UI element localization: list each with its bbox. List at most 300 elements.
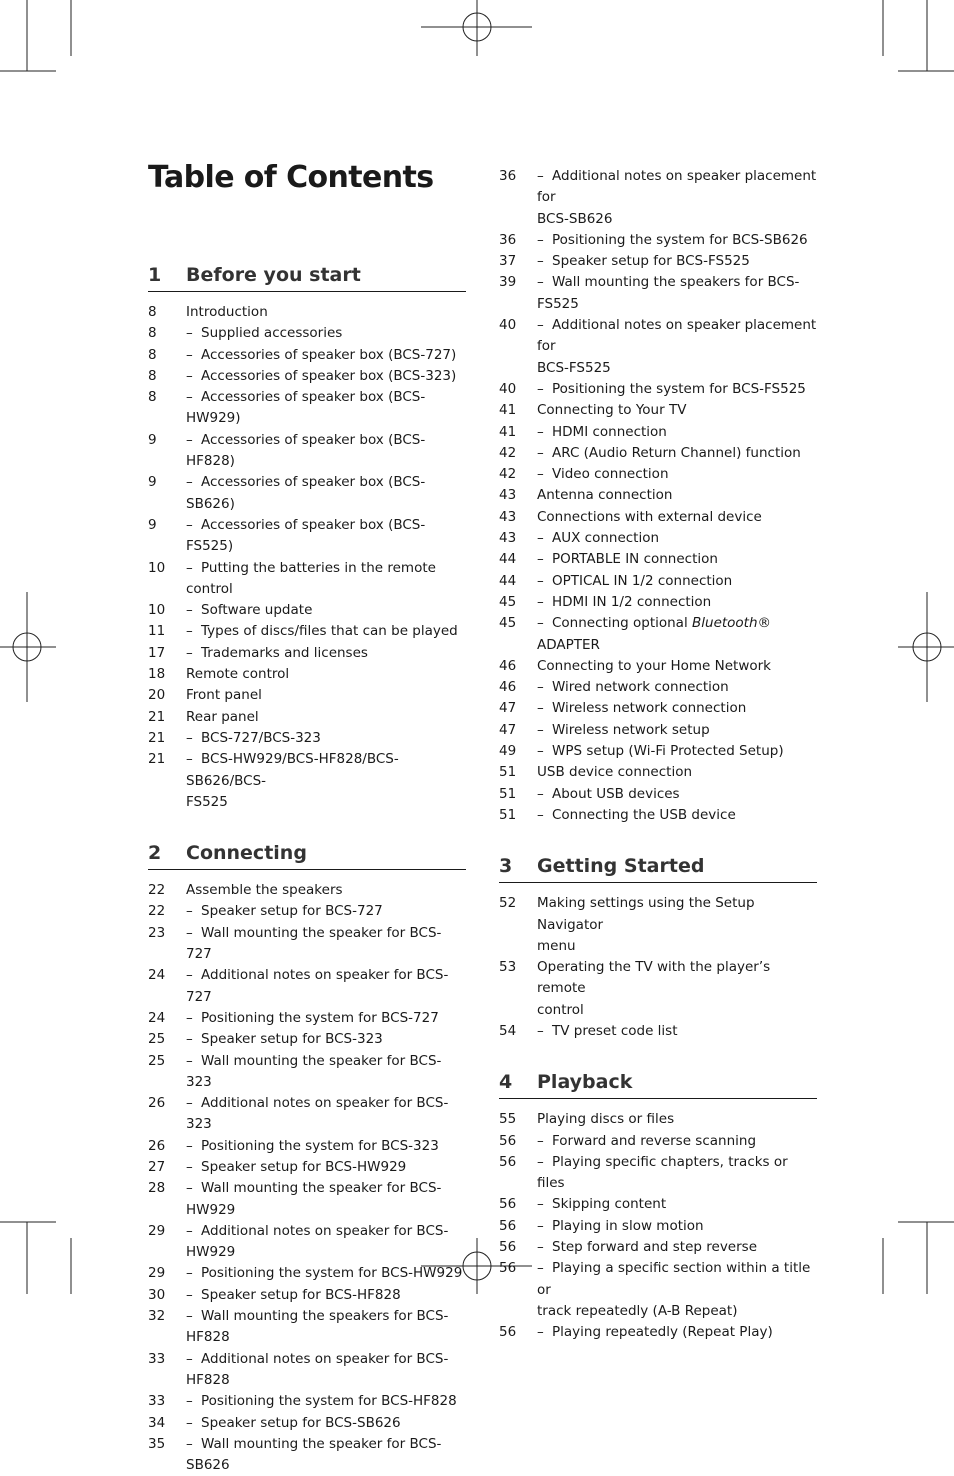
entry-text: – About USB devices <box>537 784 817 805</box>
page-number: 10 <box>148 559 166 576</box>
page-number: 9 <box>148 516 157 533</box>
entry-text: – Playing in slow motion <box>537 1216 817 1237</box>
toc-entry[interactable] <box>148 880 466 901</box>
toc-entry[interactable] <box>499 379 817 400</box>
page-number: 43 <box>499 508 517 525</box>
toc-entry[interactable] <box>148 1263 466 1284</box>
toc-entry[interactable] <box>499 507 817 528</box>
toc-entry[interactable] <box>499 784 817 805</box>
dash-marker: – <box>537 743 544 760</box>
entry-text: – Connecting optional Bluetooth® ADAPTER <box>537 615 772 653</box>
toc-entry[interactable] <box>499 358 817 379</box>
entry-text: – Additional notes on speaker for BCS-HF828 <box>186 1350 449 1388</box>
page-number: 8 <box>148 325 157 342</box>
page-number: 24 <box>148 1009 166 1026</box>
toc-entry[interactable] <box>499 1021 817 1042</box>
dash-marker: – <box>186 1393 193 1410</box>
entry-text: – Additional notes on speaker for BCS-323 <box>186 1095 449 1133</box>
toc-entry[interactable] <box>148 366 466 387</box>
entry-text: Connections with external device <box>537 508 762 525</box>
toc-entry[interactable] <box>499 957 817 1000</box>
dash-marker: – <box>186 729 193 746</box>
section-heading <box>148 264 466 292</box>
toc-entry[interactable] <box>499 272 817 315</box>
section-spacer <box>148 813 466 842</box>
entry-text: – Positioning the system for BCS-323 <box>186 1136 466 1157</box>
dash-marker: – <box>186 924 193 941</box>
section-number: 1 <box>148 264 162 286</box>
toc-entry[interactable] <box>499 1000 817 1021</box>
entry-text: – Putting the batteries in the remote control <box>186 559 436 597</box>
entry-text: – Speaker setup for BCS-HF828 <box>186 1285 466 1306</box>
page-number: 8 <box>148 346 157 363</box>
toc-entry[interactable] <box>148 1051 466 1094</box>
page-number: 21 <box>148 729 166 746</box>
entry-text: – Speaker setup for BCS-FS525 <box>537 251 817 272</box>
page-number: 45 <box>499 615 517 632</box>
toc-entry[interactable] <box>499 656 817 677</box>
page-number: 8 <box>148 304 157 320</box>
dash-marker: – <box>537 274 544 291</box>
entry-text: Front panel <box>186 687 262 704</box>
entry-text: Remote control <box>186 666 290 683</box>
section-spacer <box>499 826 817 855</box>
dash-marker: – <box>186 1435 193 1452</box>
page-number: 51 <box>499 764 517 781</box>
page-number: 27 <box>148 1158 166 1175</box>
toc-entry[interactable] <box>148 558 466 601</box>
page-number: 28 <box>148 1180 166 1197</box>
page-number: 43 <box>499 487 517 504</box>
toc-entry[interactable] <box>499 893 817 936</box>
dash-marker: – <box>186 967 193 984</box>
page-number: 29 <box>148 1222 166 1239</box>
page-number <box>148 792 186 813</box>
toc-entry[interactable] <box>499 1237 817 1258</box>
dash-marker: – <box>186 346 193 363</box>
entry-text: – Speaker setup for BCS-SB626 <box>186 1413 466 1434</box>
page-title: Table of Contents <box>148 160 434 195</box>
page-number: 22 <box>148 882 166 899</box>
dash-marker: – <box>537 1324 544 1341</box>
page-number: 26 <box>148 1095 166 1112</box>
page-number: 34 <box>148 1414 166 1431</box>
toc-entry[interactable] <box>148 1029 466 1050</box>
toc-entry[interactable] <box>148 707 466 728</box>
dash-marker: – <box>537 721 544 738</box>
page-number: 25 <box>148 1031 166 1048</box>
toc-entry[interactable] <box>499 592 817 613</box>
page-number <box>499 1301 537 1322</box>
toc-entry[interactable] <box>148 472 466 515</box>
page-number: 26 <box>148 1137 166 1154</box>
toc-entry[interactable] <box>499 698 817 719</box>
page-number: 21 <box>148 751 166 768</box>
page-number: 44 <box>499 551 517 568</box>
page-number: 33 <box>148 1350 166 1367</box>
page-number: 51 <box>499 806 517 823</box>
entry-text: – Wireless network connection <box>537 698 817 719</box>
toc-entry[interactable] <box>148 1306 466 1349</box>
dash-marker: – <box>537 785 544 802</box>
dash-marker: – <box>537 572 544 589</box>
page-number: 39 <box>499 274 517 291</box>
dash-marker: – <box>186 602 193 619</box>
toc-entry[interactable] <box>499 677 817 698</box>
dash-marker: – <box>537 1153 544 1170</box>
section-number: 3 <box>499 855 513 878</box>
dash-marker: – <box>537 679 544 696</box>
toc-left-column <box>148 264 466 1476</box>
toc-entry[interactable] <box>499 741 817 762</box>
entry-text: – HDMI connection <box>537 422 817 443</box>
toc-entry[interactable] <box>499 1152 817 1195</box>
entry-text: – Types of discs/files that can be played <box>186 621 466 642</box>
entry-text: – Playing repeatedly (Repeat Play) <box>537 1322 817 1343</box>
toc-entry[interactable] <box>499 166 817 209</box>
page-number: 40 <box>499 380 517 397</box>
entry-text: – Positioning the system for BCS-HW929 <box>186 1263 466 1284</box>
page-number: 56 <box>499 1217 517 1234</box>
toc-entry[interactable] <box>148 1178 466 1221</box>
entry-text: – Accessories of speaker box (BCS-HW929) <box>186 389 426 427</box>
dash-marker: – <box>537 1260 544 1277</box>
toc-entry[interactable] <box>499 1322 817 1343</box>
page-number <box>499 358 537 379</box>
toc-entry[interactable] <box>499 1301 817 1322</box>
toc-entry[interactable] <box>499 528 817 549</box>
dash-marker: – <box>186 623 193 640</box>
page-number: 22 <box>148 903 166 920</box>
entry-text: – OPTICAL IN 1/2 connection <box>537 571 817 592</box>
toc-entry[interactable] <box>148 923 466 966</box>
toc-entry[interactable] <box>148 685 466 706</box>
dash-marker: – <box>186 1158 193 1175</box>
page-number: 47 <box>499 721 517 738</box>
entry-text: – Positioning the system for BCS-FS525 <box>537 379 817 400</box>
entry-text: – AUX connection <box>537 528 817 549</box>
page-number: 25 <box>148 1052 166 1069</box>
dash-marker: – <box>186 431 193 448</box>
entry-text: – Additional notes on speaker placement for <box>537 168 817 206</box>
entry-text: – Speaker setup for BCS-HW929 <box>186 1157 466 1178</box>
dash-marker: – <box>186 1031 193 1048</box>
section-heading <box>499 1071 817 1099</box>
entry-text: – Wall mounting the speaker for BCS-SB626 <box>186 1435 442 1474</box>
dash-marker: – <box>186 1137 193 1154</box>
entry-text: – Additional notes on speaker for BCS-HW929 <box>186 1222 449 1261</box>
dash-marker: – <box>537 1132 544 1149</box>
dash-marker: – <box>186 1350 193 1367</box>
toc-right-column <box>499 166 817 1344</box>
page-number: 56 <box>499 1153 517 1170</box>
entry-text: – HDMI IN 1/2 connection <box>537 592 817 613</box>
entry-text: Rear panel <box>186 708 259 725</box>
toc-entry[interactable] <box>499 315 817 358</box>
entry-text: – ARC (Audio Return Channel) function <box>537 443 817 464</box>
entry-text: – Wall mounting the speakers for BCS-HF828 <box>186 1308 449 1346</box>
page-number: 17 <box>148 644 166 661</box>
entry-text: – Positioning the system for BCS-HF828 <box>186 1391 466 1412</box>
dash-marker: – <box>537 231 544 248</box>
toc-entry[interactable] <box>499 1131 817 1152</box>
dash-marker: – <box>537 444 544 461</box>
page-number: 56 <box>499 1132 517 1149</box>
dash-marker: – <box>186 325 193 342</box>
toc-entry[interactable] <box>148 749 466 792</box>
entry-text: Connecting to Your TV <box>537 402 687 419</box>
entry-text: – Wall mounting the speaker for BCS-727 <box>186 924 442 963</box>
page-number: 20 <box>148 687 166 704</box>
page-number: 37 <box>499 253 517 270</box>
toc-entry[interactable] <box>499 1216 817 1237</box>
page-number: 9 <box>148 431 157 448</box>
section-title: Getting Started <box>537 855 705 878</box>
toc-entry[interactable] <box>499 762 817 783</box>
dash-marker: – <box>537 551 544 568</box>
toc-entry[interactable] <box>148 901 466 922</box>
toc-entry[interactable] <box>148 1136 466 1157</box>
toc-entry[interactable] <box>148 1221 466 1264</box>
dash-marker: – <box>186 751 193 768</box>
toc-entry[interactable] <box>148 1093 466 1136</box>
page-number: 36 <box>499 168 517 184</box>
page-number: 56 <box>499 1260 517 1277</box>
entry-text: Making settings using the Setup Navigator <box>537 895 755 933</box>
entry-text: Connecting to your Home Network <box>537 657 772 674</box>
toc-entry[interactable] <box>148 728 466 749</box>
dash-marker: – <box>537 466 544 483</box>
toc-entry[interactable] <box>148 430 466 473</box>
entry-text: – Software update <box>186 600 466 621</box>
page-number: 36 <box>499 231 517 248</box>
dash-marker: – <box>186 644 193 661</box>
page-number: 8 <box>148 389 157 406</box>
italic-term: Bluetooth <box>692 615 758 632</box>
dash-marker: – <box>186 1180 193 1197</box>
page-number: 11 <box>148 623 166 640</box>
entry-text: BCS-FS525 <box>537 359 611 376</box>
entry-text: – Wall mounting the speaker for BCS-323 <box>186 1052 442 1090</box>
page-number: 42 <box>499 466 517 483</box>
page-number: 55 <box>499 1111 517 1128</box>
page-number: 44 <box>499 572 517 589</box>
entry-text: BCS-SB626 <box>537 210 613 227</box>
toc-entry[interactable] <box>499 1194 817 1215</box>
entry-text: track repeatedly (A-B Repeat) <box>537 1302 738 1319</box>
toc-entry[interactable] <box>148 600 466 621</box>
toc-entry[interactable] <box>499 936 817 957</box>
entry-text: menu <box>537 937 576 954</box>
section-heading <box>499 855 817 883</box>
entry-text: – Supplied accessories <box>186 323 466 344</box>
toc-entry[interactable] <box>148 664 466 685</box>
page-number: 46 <box>499 657 517 674</box>
toc-entry[interactable] <box>499 209 817 230</box>
entry-text: – Speaker setup for BCS-323 <box>186 1029 466 1050</box>
page-number: 40 <box>499 317 517 334</box>
dash-marker: – <box>186 1009 193 1026</box>
page-number: 56 <box>499 1239 517 1256</box>
entry-text: Assemble the speakers <box>186 882 343 899</box>
entry-text: – PORTABLE IN connection <box>537 549 817 570</box>
dash-marker: – <box>186 1222 193 1239</box>
page-number: 29 <box>148 1265 166 1282</box>
dash-marker: – <box>537 1196 544 1213</box>
toc-entry[interactable] <box>148 1008 466 1029</box>
entry-text: – Positioning the system for BCS-SB626 <box>537 230 817 251</box>
section-heading <box>148 842 466 870</box>
dash-marker: – <box>537 1022 544 1039</box>
toc-entry[interactable] <box>148 302 466 323</box>
page-number: 33 <box>148 1393 166 1410</box>
entry-text: – Additional notes on speaker placement for <box>537 317 817 355</box>
page-number: 45 <box>499 593 517 610</box>
entry-text: – Forward and reverse scanning <box>537 1131 817 1152</box>
dash-marker: – <box>537 317 544 334</box>
section-number: 4 <box>499 1071 513 1094</box>
page-number: 42 <box>499 444 517 461</box>
dash-marker: – <box>537 253 544 270</box>
toc-entry[interactable] <box>499 422 817 443</box>
dash-marker: – <box>186 1052 193 1069</box>
page-number <box>499 209 537 230</box>
entry-text: – BCS-727/BCS-323 <box>186 728 466 749</box>
dash-marker: – <box>537 700 544 717</box>
dash-marker: – <box>186 516 193 533</box>
dash-marker: – <box>537 1217 544 1234</box>
dash-marker: – <box>186 1308 193 1325</box>
entry-text: – Wall mounting the speaker for BCS-HW929 <box>186 1180 442 1218</box>
entry-text: – Positioning the system for BCS-727 <box>186 1008 466 1029</box>
section-title: Before you start <box>186 264 361 286</box>
dash-marker: – <box>537 615 544 632</box>
entry-text: – Accessories of speaker box (BCS-SB626) <box>186 474 426 512</box>
dash-marker: – <box>537 168 544 184</box>
dash-marker: – <box>186 1286 193 1303</box>
entry-text: USB device connection <box>537 764 693 781</box>
section-spacer <box>499 1042 817 1071</box>
toc-entry[interactable] <box>499 613 817 656</box>
dash-marker: – <box>186 389 193 406</box>
toc-entry[interactable] <box>499 549 817 570</box>
page-number: 56 <box>499 1196 517 1213</box>
toc-entry[interactable] <box>499 1109 817 1130</box>
dash-marker: – <box>186 1095 193 1112</box>
entry-text: – Video connection <box>537 464 817 485</box>
entry-text: – Trademarks and licenses <box>186 643 466 664</box>
toc-entry[interactable] <box>148 323 466 344</box>
page-number: 18 <box>148 666 166 683</box>
toc-entry[interactable] <box>148 965 466 1008</box>
entry-text: – Additional notes on speaker for BCS-727 <box>186 967 449 1005</box>
toc-entry[interactable] <box>148 1157 466 1178</box>
toc-entry[interactable] <box>148 1413 466 1434</box>
dash-marker: – <box>186 1414 193 1431</box>
dash-marker: – <box>537 593 544 610</box>
toc-entry[interactable] <box>499 400 817 421</box>
toc-entry[interactable] <box>148 1349 466 1392</box>
page-number: 47 <box>499 700 517 717</box>
entry-text: – Wired network connection <box>537 677 817 698</box>
entry-text: control <box>537 1001 584 1018</box>
entry-text: FS525 <box>186 793 228 810</box>
page-number <box>499 936 537 957</box>
dash-marker: – <box>186 1265 193 1282</box>
entry-text: – Playing specific chapters, tracks or files <box>537 1153 788 1192</box>
page-number: 30 <box>148 1286 166 1303</box>
toc-entry[interactable] <box>148 345 466 366</box>
entry-text: – Accessories of speaker box (BCS-727) <box>186 345 466 366</box>
page-number: 10 <box>148 602 166 619</box>
page-number: 56 <box>499 1324 517 1341</box>
page-number: 51 <box>499 785 517 802</box>
entry-text: – Skipping content <box>537 1194 817 1215</box>
dash-marker: – <box>186 367 193 384</box>
toc-entry[interactable] <box>148 621 466 642</box>
page-number: 24 <box>148 967 166 984</box>
entry-text: Antenna connection <box>537 487 673 504</box>
page-number: 54 <box>499 1022 517 1039</box>
dash-marker: – <box>537 380 544 397</box>
page-number: 43 <box>499 530 517 547</box>
section-title: Playback <box>537 1071 633 1094</box>
toc-entry[interactable] <box>148 1391 466 1412</box>
toc-entry[interactable] <box>499 251 817 272</box>
page-number: 52 <box>499 895 517 912</box>
entry-text: – Playing a specific section within a title or <box>537 1260 811 1298</box>
toc-entry[interactable] <box>499 443 817 464</box>
page-number: 41 <box>499 402 517 419</box>
toc-entry[interactable] <box>148 792 466 813</box>
entry-text: – Accessories of speaker box (BCS-323) <box>186 366 466 387</box>
toc-entry[interactable] <box>148 1434 466 1476</box>
page-number: 46 <box>499 679 517 696</box>
dash-marker: – <box>537 423 544 440</box>
dash-marker: – <box>186 903 193 920</box>
dash-marker: – <box>537 530 544 547</box>
toc-entry[interactable] <box>148 387 466 430</box>
entry-text: – TV preset code list <box>537 1021 817 1042</box>
toc-entry[interactable] <box>499 230 817 251</box>
page-number: 53 <box>499 959 517 976</box>
toc-entry[interactable] <box>148 1285 466 1306</box>
toc-entry[interactable] <box>499 720 817 741</box>
entry-text: – Wireless network setup <box>537 720 817 741</box>
entry-text: – Connecting the USB device <box>537 805 817 826</box>
entry-text: – BCS-HW929/BCS-HF828/BCS-SB626/BCS- <box>186 751 399 789</box>
dash-marker: – <box>186 559 193 576</box>
page-number: 8 <box>148 367 157 384</box>
toc-entry[interactable] <box>148 643 466 664</box>
toc-entry[interactable] <box>499 1258 817 1301</box>
toc-entry[interactable] <box>499 485 817 506</box>
dash-marker: – <box>537 1239 544 1256</box>
entry-text: – WPS setup (Wi-Fi Protected Setup) <box>537 741 817 762</box>
page-number: 21 <box>148 708 166 725</box>
entry-text: – Step forward and step reverse <box>537 1237 817 1258</box>
dash-marker: – <box>186 474 193 491</box>
page-number: 32 <box>148 1308 166 1325</box>
toc-entry[interactable] <box>148 515 466 558</box>
entry-text: – Wall mounting the speakers for BCS-FS525 <box>537 274 800 312</box>
section-title: Connecting <box>186 842 307 865</box>
entry-text: – Accessories of speaker box (BCS-FS525) <box>186 516 426 555</box>
toc-entry[interactable] <box>499 805 817 826</box>
toc-entry[interactable] <box>499 571 817 592</box>
page-number: 23 <box>148 924 166 941</box>
toc-entry[interactable] <box>499 464 817 485</box>
